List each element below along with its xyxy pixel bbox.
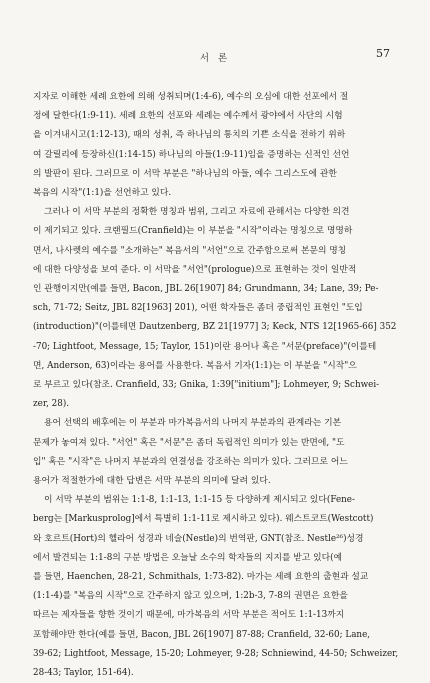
text-line: 에서 발견되는 1:1-8의 구분 방법은 오늘날 소수의 학자들의 지지를 받고 있다(예 xyxy=(33,552,343,563)
text-line: -70; Lightfoot, Message, 15; Taylor, 151)이란 용어나 혹은 "서문(preface)"(이를테 xyxy=(33,341,377,352)
text-line: 에 대한 다양성을 보여 준다. 이 서막을 "서언"(prologue)으로 표현하는 것이 일반적 xyxy=(33,264,357,275)
text-line: 면, Anderson, 63)이라는 용어를 사용한다. 복음서 기자(1:1)는 이 부분을 "시작"으 xyxy=(33,360,357,371)
text-line: 문제가 놓여져 있다. "서언" 혹은 "서문"은 좀더 독립적인 의미가 있는 반면에, "도 xyxy=(33,437,345,448)
body-text xyxy=(33,88,399,683)
text-line: 의 발판이 된다. 그러므로 이 서막 부분은 "하나님의 아들, 예수 그리스도에 관한 xyxy=(33,168,337,179)
text-line: (1:1-4)를 "복음의 시작"으로 간주하지 않고 있으며, 1:2b-3, 7-8의 권면은 요한을 xyxy=(33,591,348,602)
text-line: 로 부르고 있다(참조. Cranfield, 33; Gnika, 1:39["initium"]; Lohmeyer, 9; Schwei- xyxy=(33,380,380,391)
text-line: 와 호르트(Hort)의 헬라어 성경과 네슬(Nestle)의 번역판, GNT(참조. Nestle²⁶)성경 xyxy=(33,533,364,544)
text-line: 용어 선택의 배후에는 이 부분과 마가복음서의 나머지 부분과의 관계라는 기본 xyxy=(44,418,342,429)
text-line: 정에 달한다(1:9-11). 세례 요한의 선포와 세례는 예수께서 광야에서 사단의 시험 xyxy=(33,111,343,122)
text-line: 이 서막 부분의 범위는 1:1-8, 1:1-13, 1:1-15 등 다양하게 제시되고 있다(Fene- xyxy=(44,495,355,506)
text-line: 면서, 나사렛의 예수를 "소개하는" 복음서의 "서언"으로 간주함으로써 본문의 명칭 xyxy=(33,245,347,256)
text-line: 39-62; Lightfoot, Message, 15-20; Lohmeyer, 9-28; Schniewind, 44-50; Schweizer, xyxy=(33,648,399,659)
text-line: 용어가 적절한가에 대한 답변은 서막 부분의 의미에 달려 있다. xyxy=(33,476,271,487)
text-line: 여 갈릴리에 등장하신(1:14-15) 하나님의 아들(1:9-11)임을 증명하는 신적인 선언 xyxy=(33,149,350,160)
page-number: 57 xyxy=(376,47,390,60)
text-line: 따르는 제자들을 향한 것이기 때문에, 마가복음의 서막 부분은 적어도 1:1-13까지 xyxy=(33,610,345,621)
text-line: 를 들면, Haenchen, 28-21, Schmithals, 1:73-82). 마가는 세례 요한의 출현과 설교 xyxy=(33,572,369,583)
text-line: 지자로 이해한 세례 요한에 의해 성취되며(1:4-6), 예수의 오심에 대한 선포에서 절 xyxy=(33,92,349,102)
text-line: 인 관행이지만(예를 들면, Bacon, JBL 26[1907] 84; Grundmann, 34; Lane, 39; Pe- xyxy=(33,284,379,295)
text-line: 복음의 시작"(1:1)을 선언하고 있다. xyxy=(33,188,172,199)
text-line: (introduction)"(이를테면 Dautzenberg, BZ 21[1977] 3; Keck, NTS 12[1965-66] 352 xyxy=(33,322,397,333)
text-line: 입" 혹은 "시작"은 나머지 부분과의 연결성을 강조하는 의미가 있다. 그러므로 어느 xyxy=(33,456,348,467)
text-line: 이 제기되고 있다. 크랜필드(Cranfield)는 이 부분을 "시작"이라는 명칭으로 명명하 xyxy=(33,226,353,237)
text-line: 을 이겨내시고(1:12-13), 때의 성취, 즉 하나님의 통치의 기쁜 소식을 전하기 위하 xyxy=(33,130,346,141)
text-line: berg는 [Markusprolog]에서 특별히 1:1-11로 제시하고 있다). 웨스트코트(Westcott) xyxy=(33,514,374,525)
text-line: 그러나 이 서막 부분의 정확한 명칭과 범위, 그리고 자료에 관해서는 다양한 의견 xyxy=(44,207,350,218)
text-line: 28-43; Taylor, 151-64). xyxy=(33,668,134,679)
text-line: 포함해야만 한다(예를 들면, Bacon, JBL 26[1907] 87-88; Cranfield, 32-60; Lane, xyxy=(33,629,371,640)
text-line: sch, 71-72; Seitz, JBL 82[1963] 201), 어떤 학자들은 좀더 중립적인 표현인 "도입 xyxy=(33,303,363,314)
text-line: zer, 28). xyxy=(33,399,70,410)
running-title: 서 론 xyxy=(199,53,231,64)
